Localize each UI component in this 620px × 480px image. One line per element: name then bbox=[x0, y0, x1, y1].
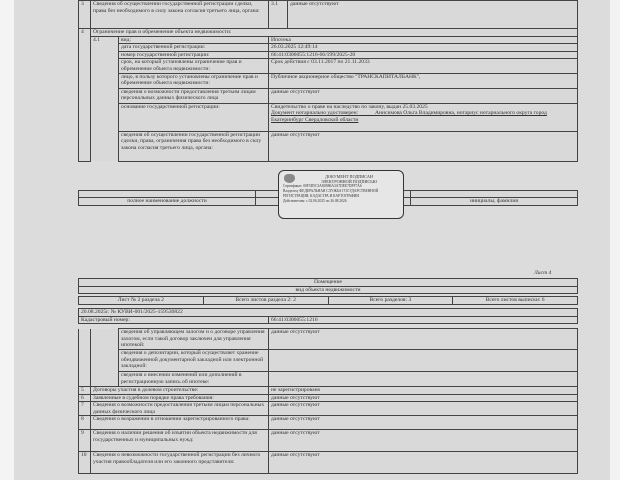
table-row bbox=[79, 73, 578, 88]
rights-table bbox=[78, 328, 578, 474]
extract-date-number: 20.08.2025г. № КУВИ-001/2025-159530822 bbox=[79, 309, 578, 317]
field-label: срок, на который установлены ограничение прав и обременение объекта недвижимости: bbox=[119, 59, 269, 73]
scan-margin-right bbox=[610, 0, 620, 480]
row-label: Сведения о возражении в отношении зарегистрированного права: bbox=[91, 416, 269, 430]
field-value: данные отсутствуют bbox=[269, 88, 578, 103]
field-label: основание государственной регистрации: bbox=[119, 103, 269, 131]
encumbrance-table bbox=[78, 0, 578, 162]
row-number: 8 bbox=[79, 416, 91, 430]
row-number: 9 bbox=[79, 430, 91, 452]
field-label: лицо, в пользу которого установлены ограничение прав и обременение объекта недвижимости: bbox=[119, 73, 269, 88]
table-row bbox=[79, 350, 578, 372]
row-label: Сведения о возможности предоставления третьим лицам персональных данных физического лица bbox=[91, 402, 269, 416]
field-value: Ипотека bbox=[269, 36, 578, 44]
row-value: данные отсутствуют bbox=[269, 452, 578, 474]
row-number bbox=[79, 329, 91, 387]
table-row bbox=[79, 372, 578, 387]
row-label: Сведения о наличии решения об изъятии объекта недвижимости для государственных и муниципальных нужд: bbox=[91, 430, 269, 452]
field-value: 26.03.2025 12:49:14 bbox=[269, 44, 578, 52]
row-label: Ограничение прав и обременение объекта недвижимости: bbox=[91, 29, 578, 37]
table-row bbox=[79, 394, 578, 402]
stamp-owner: Владелец: ФЕДЕРАЛЬНАЯ СЛУЖБА ГОСУДАРСТВЕННОЙ bbox=[283, 189, 379, 193]
notary-label: Документ нотариально удостоверен: bbox=[271, 110, 359, 117]
row-number: 6 bbox=[79, 394, 91, 402]
stamp-validity: Действителен: с 02.06.2025 по 26.08.2026 bbox=[283, 199, 347, 203]
row-number: 10 bbox=[79, 452, 91, 474]
table-row bbox=[79, 51, 578, 59]
field-value bbox=[269, 372, 578, 387]
stamp-title-2: ЭЛЕКТРОННОЙ ПОДПИСЬЮ bbox=[320, 179, 378, 184]
row-subnumber: 3.1 bbox=[269, 1, 288, 29]
field-value: 66:41:0306055:1216-66/199/2025-20 bbox=[269, 51, 578, 59]
extract-sheets-total: Всего листов выписки: 6 bbox=[453, 297, 578, 305]
cadastral-number: 66:41:0306055:1216 bbox=[269, 316, 578, 324]
field-label: сведения об осуществлении государственной регистрации сделки, права, ограничения права без необходимого в силу закона согласия третьего лица, органа: bbox=[119, 131, 269, 161]
table-row bbox=[79, 402, 578, 416]
field-value bbox=[269, 350, 578, 372]
basis-text: Свидетельство о праве на наследство по закону, выдан 25.03.2025 bbox=[271, 103, 428, 110]
row-label: Договоры участия в долевом строительстве: bbox=[91, 387, 269, 395]
field-value: данные отсутствуют bbox=[269, 329, 578, 350]
sheet-header-table bbox=[78, 278, 578, 294]
name-caption: инициалы, фамилия bbox=[411, 198, 578, 206]
table-row bbox=[79, 387, 578, 395]
field-label: дата государственной регистрации: bbox=[119, 44, 269, 52]
coat-of-arms-icon bbox=[284, 174, 295, 183]
row-label: Заявленные в судебном порядке права требования: bbox=[91, 394, 269, 402]
cadastral-label: Кадастровый номер: bbox=[79, 316, 269, 324]
notary-name: Анисимова Ольга Владимировна, нотариус нотариального округа город Екатеринбург Свердловской области bbox=[271, 110, 547, 123]
row-number: 3 bbox=[79, 1, 91, 29]
field-value: данные отсутствуют bbox=[269, 131, 578, 161]
position-line bbox=[79, 191, 256, 198]
stamp-certificate: Сертификат: 00F5D5C3A65B86A3A7DEE7DFF7A6 bbox=[283, 184, 362, 188]
table-row bbox=[79, 452, 578, 474]
row-number: 7 bbox=[79, 402, 91, 416]
position-caption: полное наименование должности bbox=[79, 198, 256, 206]
field-label: сведения об управляющем залогом и о договоре управления залогом, если такой договор заключен для управления ипотекой: bbox=[119, 329, 269, 350]
row-number: 5 bbox=[79, 387, 91, 395]
table-row bbox=[79, 416, 578, 430]
sheet-number: Лист 4 bbox=[534, 270, 552, 276]
row-value: данные отсутствуют bbox=[269, 402, 578, 416]
row-value: данные отсутствуют bbox=[269, 416, 578, 430]
table-row bbox=[79, 44, 578, 52]
table-row bbox=[79, 59, 578, 73]
field-label: сведения о внесении изменений или дополнений в регистрационную запись об ипотеке: bbox=[119, 372, 269, 387]
stamp-owner-2: РЕГИСТРАЦИИ, КАДАСТРА И КАРТОГРАФИИ bbox=[283, 194, 359, 198]
object-type-caption: вид объекта недвижимости bbox=[79, 286, 578, 294]
section-sheets-total: Всего листов раздела 2: 2 bbox=[203, 297, 328, 305]
object-type: Помещение bbox=[79, 279, 578, 287]
row-value: данные отсутствуют bbox=[269, 430, 578, 452]
row-value: данные отсутствуют bbox=[288, 1, 578, 29]
table-row bbox=[79, 430, 578, 452]
table-row bbox=[79, 29, 578, 37]
table-row bbox=[79, 1, 578, 29]
row-number: 4 bbox=[79, 29, 91, 162]
table-row bbox=[79, 329, 578, 350]
sections-total: Всего разделов: 3 bbox=[328, 297, 453, 305]
sheet-of-section: Лист № 2 раздела 2 bbox=[79, 297, 204, 305]
sheet-meta-table bbox=[78, 296, 578, 305]
field-value: Публичное акционерное общество "ТРАНСКАПИТАЛБАНК", bbox=[269, 73, 578, 88]
field-value: Срок действия с 03.11.2017 по 21.11.2033 bbox=[269, 59, 578, 73]
row-value: не зарегистрировано bbox=[269, 387, 578, 395]
field-label: вид: bbox=[119, 36, 269, 44]
table-row bbox=[79, 131, 578, 161]
row-subnumber: 4.1 bbox=[91, 36, 119, 161]
field-label: сведения о возможности предоставления третьим лицам персональных данных физического лица bbox=[119, 88, 269, 103]
row-label: Сведения о невозможности государственной регистрации без личного участия правообладателя или его законного представителя: bbox=[91, 452, 269, 474]
table-row bbox=[79, 88, 578, 103]
e-signature-stamp bbox=[278, 170, 404, 219]
row-value: данные отсутствуют bbox=[269, 394, 578, 402]
field-label: сведения о депозитарии, который осуществляет хранение обездвиженной документарной закладной или электронной закладной: bbox=[119, 350, 269, 372]
row-subnumber bbox=[91, 329, 119, 387]
stamp-title: ДОКУМЕНТ ПОДПИСАН bbox=[325, 174, 373, 179]
field-label: номер государственной регистрации: bbox=[119, 51, 269, 59]
scan-margin-left bbox=[0, 0, 14, 480]
notary-text bbox=[271, 110, 575, 123]
name-line bbox=[411, 191, 578, 198]
row-label: Сведения об осуществлении государственной регистрации сделки, права без необходимого в силу закона согласия третьего лица, органа: bbox=[91, 1, 269, 29]
table-row bbox=[79, 36, 578, 44]
field-value bbox=[269, 103, 578, 131]
extract-id-table bbox=[78, 308, 578, 324]
table-row bbox=[79, 103, 578, 131]
